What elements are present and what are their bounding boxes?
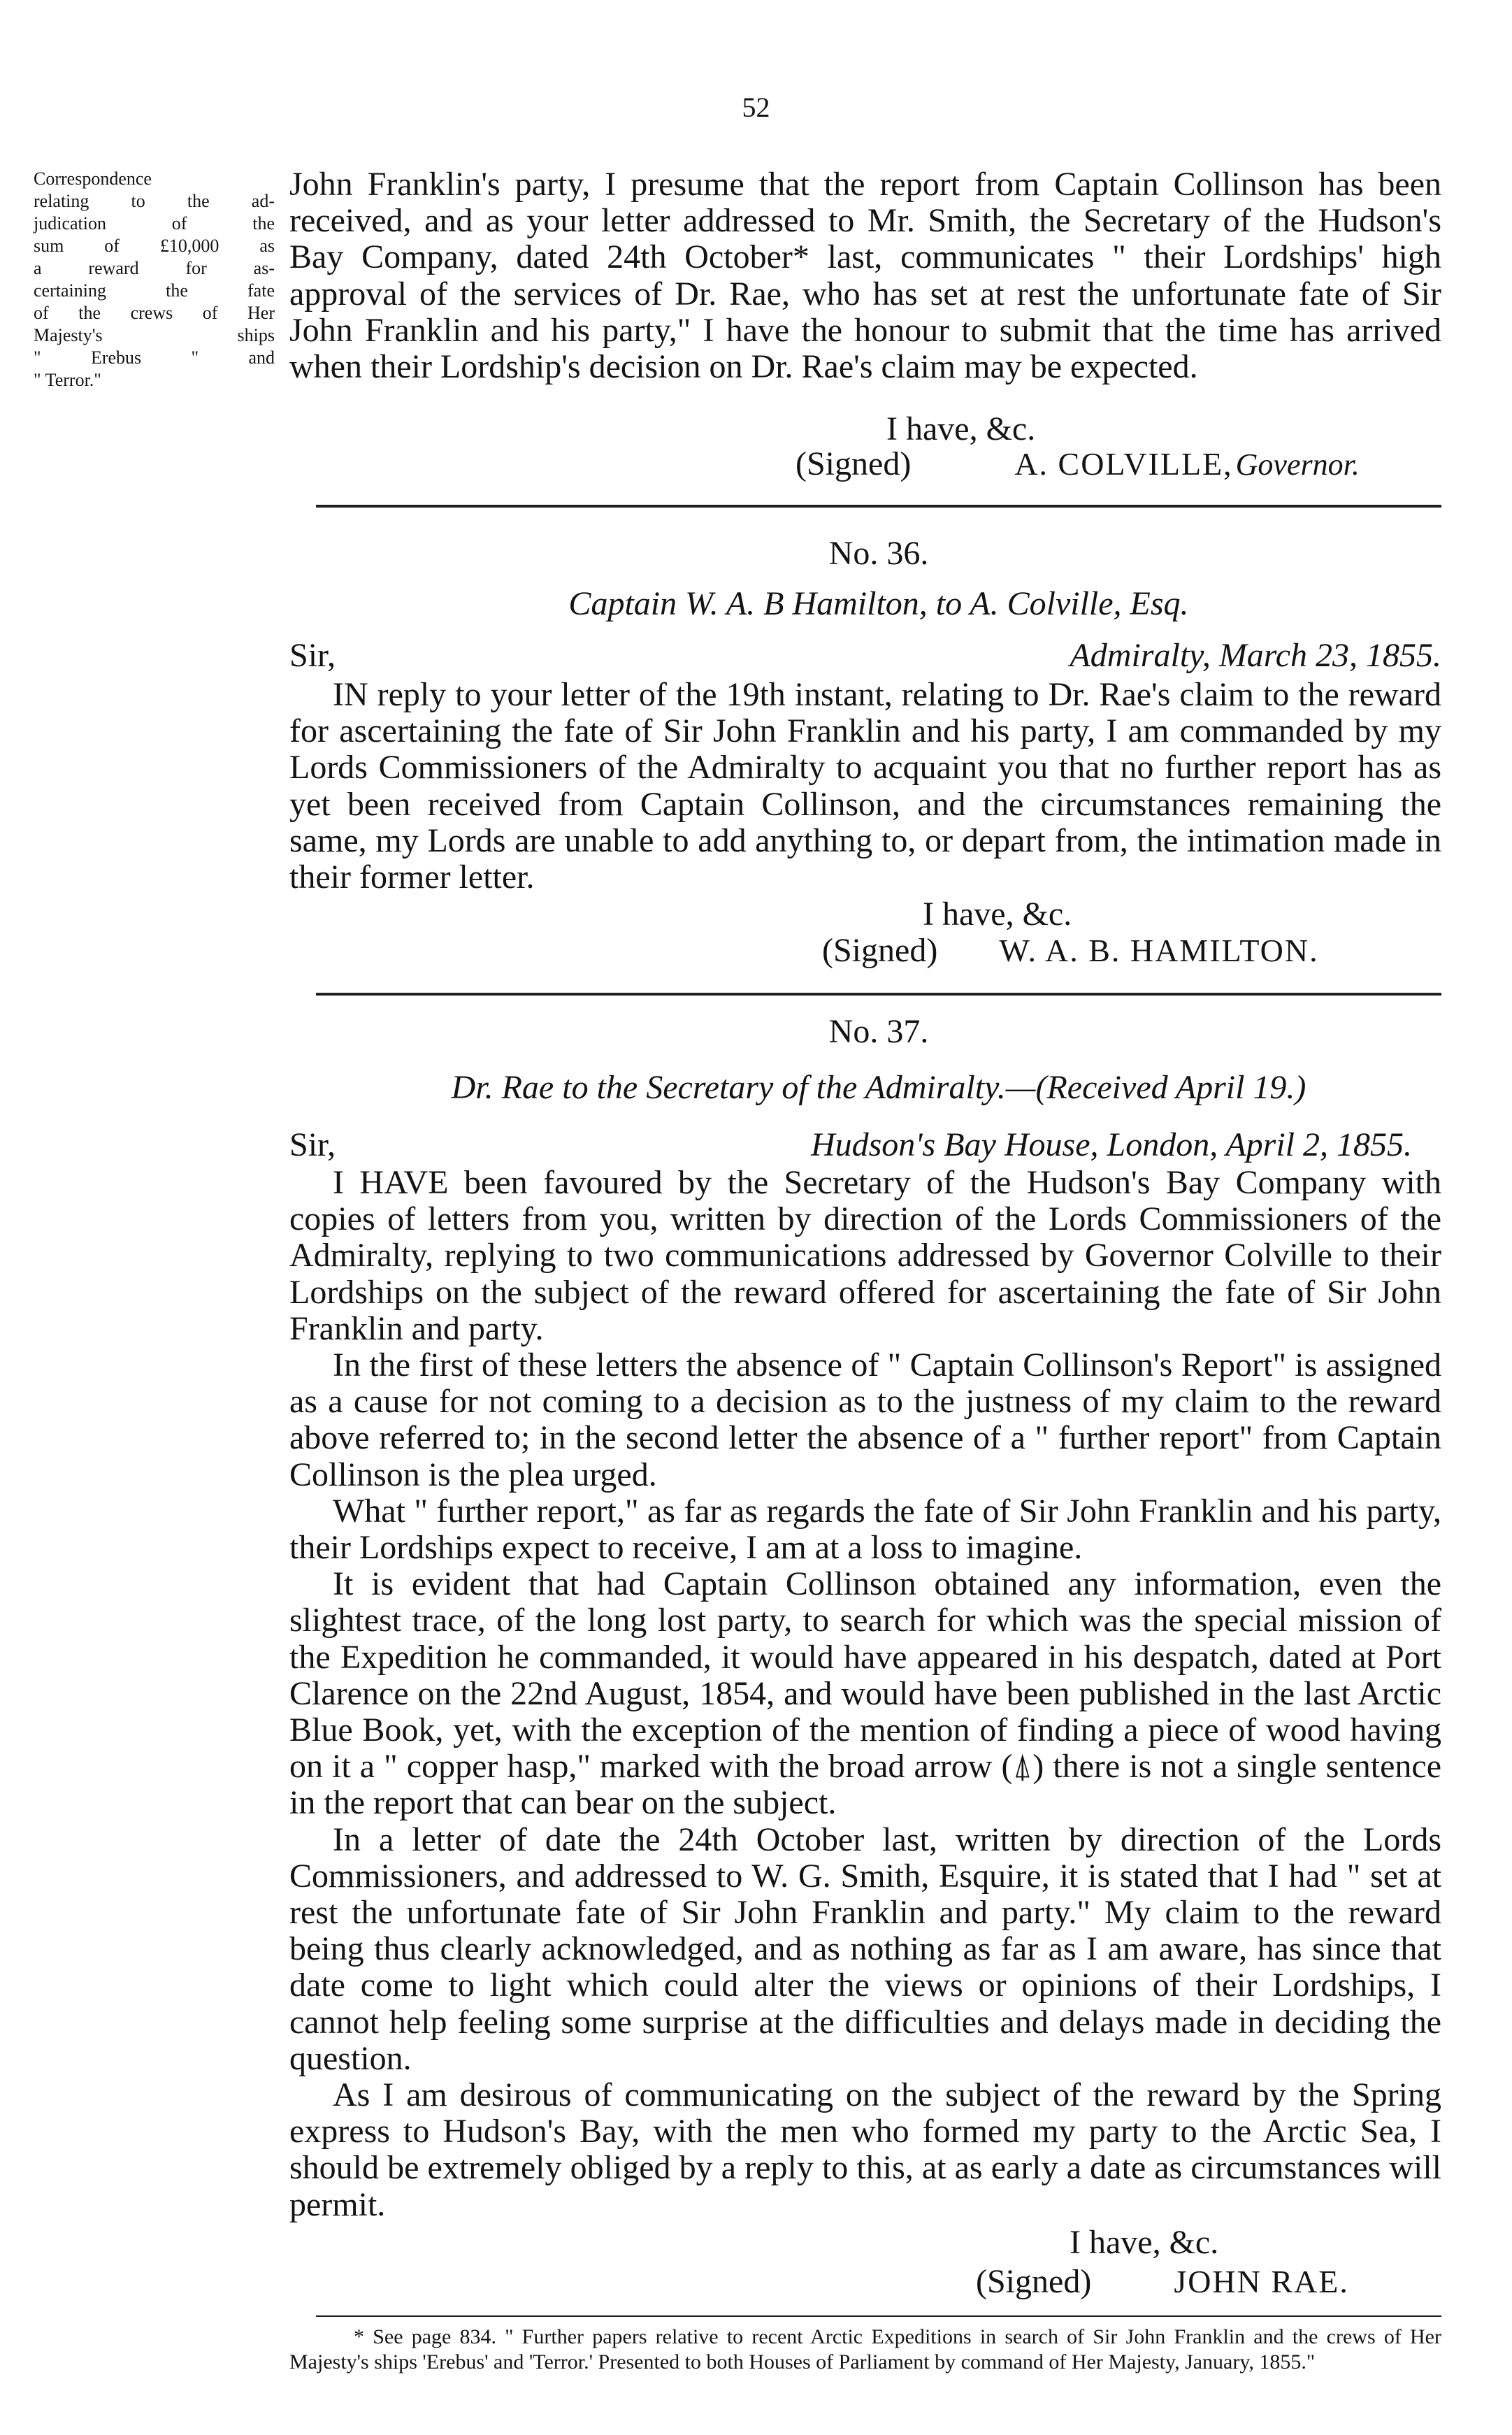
signer-name: A. COLVILLE, xyxy=(1014,446,1233,482)
margin-note-line: certaining the fate xyxy=(34,280,275,301)
section-divider xyxy=(316,505,1441,508)
place-date: Admiralty, March 23, 1855. xyxy=(1070,637,1441,674)
margin-note-line: sum of £10,000 as xyxy=(34,236,275,256)
letter-body xyxy=(289,677,1441,896)
margin-note-line: Majesty's ships xyxy=(34,325,275,345)
letter-closing: I have, &c. xyxy=(923,896,1072,933)
place-date: Hudson's Bay House, London, April 2, 1855. xyxy=(810,1126,1412,1163)
margin-note-line: of the crews of Her xyxy=(34,303,275,323)
top-letter-body xyxy=(289,166,1441,385)
letter-paragraph: In a letter of date the 24th October last, written by direction of the Lords Commissioners, and addressed to W. G. Smith, Esquire, it is stated that I had " set at rest the unfortunate fate of Sir John Franklin and party." My claim to the reward being thus clearly acknowledged, and as nothing as far as I am aware, has since that date come to light which could alter the views or opinions of their Lordships, I cannot help feeling some surprise at the difficulties and delays made in deciding the question. xyxy=(289,1820,1441,2077)
footnote-divider xyxy=(316,2315,1441,2317)
top-letter-signature xyxy=(795,445,1360,483)
salutation: Sir, xyxy=(289,637,336,674)
signer-name: JOHN RAE. xyxy=(1174,2264,1349,2299)
margin-note-line: relating to the ad- xyxy=(34,191,275,211)
margin-note-line: judication of the xyxy=(34,213,275,234)
margin-note-line: a reward for as- xyxy=(34,258,275,278)
signer-role: Governor. xyxy=(1235,447,1360,482)
footnote: * See page 834. " Further papers relative to recent Arctic Expeditions in search of Sir John Franklin and the crews of Her Majesty's ships 'Erebus' and 'Terror.' Presented to both Houses of Parliament by command of Her Majesty, January, 1855." xyxy=(289,2325,1441,2373)
section-divider xyxy=(316,993,1441,996)
letter-number: No. 36. xyxy=(828,535,929,572)
letter-paragraph: I HAVE been favoured by the Secretary of the Hudson's Bay Company with copies of letters from you, written by direction of the Lords Commissioners of the Admiralty, replying to two communications addressed by Governor Colville to their Lordships on the subject of the reward offered for ascertaining the fate of Sir John Franklin and party. xyxy=(289,1164,1441,1347)
letter-number: No. 37. xyxy=(828,1013,929,1050)
letter-paragraph: IN reply to your letter of the 19th instant, relating to Dr. Rae's claim to the reward for ascertaining the fate of Sir John Franklin and his party, I am commanded by my Lords Commissioners of the Admiralty to acquaint you that no further report has as yet been received from Captain Collinson, and the circumstances remaining the same, my Lords are unable to add anything to, or depart from, the intimation made in their former letter. xyxy=(289,676,1441,896)
letter-paragraph: In the first of these letters the absence of " Captain Collinson's Report" is assigned as a cause for not coming to a decision as to the justness of my claim to the reward above referred to; in the second letter the absence of a " further report" from Captain Collinson is the plea urged. xyxy=(289,1346,1441,1493)
signer-name: W. A. B. HAMILTON. xyxy=(999,933,1319,968)
letter-heading: Dr. Rae to the Secretary of the Admiralty.—(Received April 19.) xyxy=(451,1069,1306,1106)
page-number: 52 xyxy=(742,92,770,123)
letter-paragraph: What " further report," as far as regards the fate of Sir John Franklin and his party, their Lordships expect to receive, I am at a loss to imagine. xyxy=(289,1492,1441,1567)
margin-note-line: Correspondence xyxy=(34,168,152,189)
letter-paragraph: As I am desirous of communicating on the subject of the reward by the Spring express to Hudson's Bay, with the men who formed my party to the Arctic Sea, I should be extremely obliged by a reply to this, at as early a date as circumstances will permit. xyxy=(289,2076,1441,2223)
margin-note xyxy=(34,168,275,392)
top-letter-paragraph: John Franklin's party, I presume that the report from Captain Collinson has been received, and as your letter addressed to Mr. Smith, the Secretary of the Hudson's Bay Company, dated 24th October* last, communicates " their Lordships' high approval of the services of Dr. Rae, who has set at rest the unfortunate fate of Sir John Franklin and his party," I have the honour to submit that the time has arrived when their Lordship's decision on Dr. Rae's claim may be expected. xyxy=(289,166,1441,386)
margin-note-line: " Terror." xyxy=(34,370,101,390)
margin-note-line: " Erebus " and xyxy=(34,347,275,368)
letter-body xyxy=(289,1165,1441,2223)
signed-label: (Signed) xyxy=(795,445,912,482)
letter-signature xyxy=(976,2262,1349,2301)
salutation: Sir, xyxy=(289,1126,336,1163)
letter-paragraph: It is evident that had Captain Collinson obtained any information, even the slightest trace, of the long lost party, to search for which was the special mission of the Expedition he commanded, it would have appeared in his despatch, dated at Port Clarence on the 22nd August, 1854, and would have been published in the last Arctic Blue Book, yet, with the exception of the mention of finding a piece of wood having on it a " copper hasp," marked with the broad arrow (⍋) there is not a single sentence in the report that can bear on the subject. xyxy=(289,1565,1441,1822)
top-letter-closing: I have, &c. xyxy=(886,410,1036,447)
letter-heading: Captain W. A. B Hamilton, to A. Colville, Esq. xyxy=(568,585,1189,622)
letter-signature xyxy=(822,931,1319,970)
letter-closing: I have, &c. xyxy=(1070,2224,1219,2261)
signed-label: (Signed) xyxy=(976,2263,1092,2300)
signed-label: (Signed) xyxy=(822,932,938,969)
